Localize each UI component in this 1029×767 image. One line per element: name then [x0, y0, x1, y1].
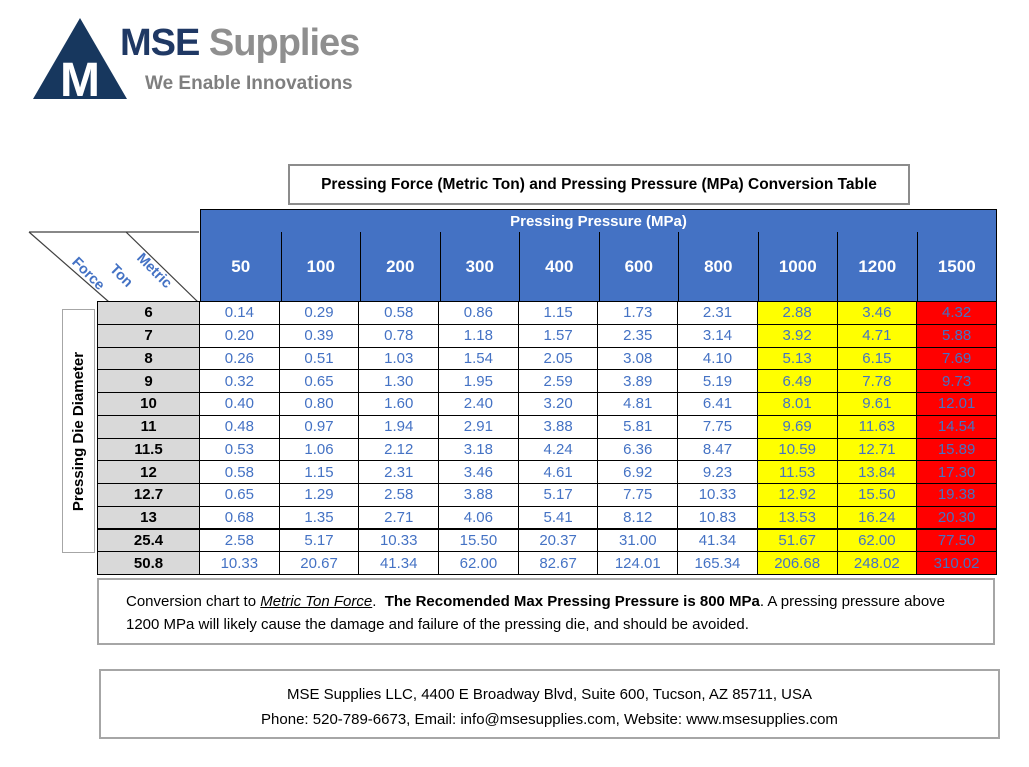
logo-monogram: M	[60, 54, 100, 99]
table-title-box	[288, 164, 910, 205]
pressure-column-header: 400	[519, 232, 599, 301]
force-value-cell: 5.17	[279, 529, 359, 552]
die-diameter-row-label: 7	[98, 324, 200, 347]
force-value-cell: 2.05	[518, 347, 598, 370]
table-row	[98, 302, 997, 325]
force-value-cell: 10.59	[757, 438, 837, 461]
force-value-cell: 0.78	[359, 324, 439, 347]
footer-contact-line: Phone: 520-789-6673, Email: info@msesupplies.com, Website: www.msesupplies.com	[261, 711, 838, 728]
pressure-column-header: 1200	[837, 232, 917, 301]
table-row	[98, 324, 997, 347]
force-value-cell: 1.54	[439, 347, 519, 370]
force-value-cell: 8.47	[678, 438, 758, 461]
force-value-cell: 0.14	[200, 302, 280, 325]
force-value-cell: 2.40	[439, 393, 519, 416]
die-diameter-row-label: 9	[98, 370, 200, 393]
table-row	[98, 461, 997, 484]
table-row	[98, 552, 997, 575]
pressure-axis-header-text: Pressing Pressure (MPa)	[510, 212, 687, 230]
note-warning-bold: The Recomended Max Pressing Pressure is 800 MPa	[384, 593, 760, 610]
force-value-cell: 248.02	[837, 552, 917, 575]
force-value-cell: 9.61	[837, 393, 917, 416]
force-value-cell: 0.58	[200, 461, 280, 484]
force-value-cell: 2.58	[359, 484, 439, 507]
force-value-cell: 165.34	[678, 552, 758, 575]
force-value-cell: 15.50	[439, 529, 519, 552]
force-value-cell: 2.35	[598, 324, 678, 347]
force-value-cell: 3.46	[439, 461, 519, 484]
force-value-cell: 4.81	[598, 393, 678, 416]
force-value-cell: 2.91	[439, 415, 519, 438]
force-value-cell: 41.34	[359, 552, 439, 575]
force-value-cell: 3.88	[439, 484, 519, 507]
force-value-cell: 4.06	[439, 506, 519, 529]
force-value-cell: 3.08	[598, 347, 678, 370]
force-value-cell: 0.39	[279, 324, 359, 347]
table-row	[98, 347, 997, 370]
table-row	[98, 393, 997, 416]
table-row	[98, 506, 997, 529]
force-value-cell: 16.24	[837, 506, 917, 529]
force-value-cell: 0.68	[200, 506, 280, 529]
force-value-cell: 8.01	[757, 393, 837, 416]
corner-label-force: Force	[68, 254, 108, 294]
force-value-cell: 2.58	[200, 529, 280, 552]
force-value-cell: 1.60	[359, 393, 439, 416]
die-diameter-row-label: 8	[98, 347, 200, 370]
force-value-cell: 10.33	[200, 552, 280, 575]
force-value-cell: 20.67	[279, 552, 359, 575]
die-diameter-row-label: 11	[98, 415, 200, 438]
force-value-cell: 206.68	[757, 552, 837, 575]
force-value-cell: 19.38	[917, 484, 997, 507]
force-value-cell: 2.88	[757, 302, 837, 325]
brand-supplies-text: Supplies	[208, 22, 360, 64]
force-value-cell: 9.69	[757, 415, 837, 438]
table-row	[98, 415, 997, 438]
force-value-cell: 7.69	[917, 347, 997, 370]
force-value-cell: 124.01	[598, 552, 678, 575]
force-value-cell: 12.92	[757, 484, 837, 507]
note-rest: . A pressing pressure above 1200 MPa will likely cause the damage and failure of the pressing die, and should be avoided.	[126, 593, 946, 633]
force-value-cell: 3.88	[518, 415, 598, 438]
brand-tagline: We Enable Innovations	[145, 73, 353, 94]
die-diameter-axis	[62, 309, 95, 553]
force-value-cell: 0.40	[200, 393, 280, 416]
force-value-cell: 2.31	[359, 461, 439, 484]
force-value-cell: 1.18	[439, 324, 519, 347]
force-value-cell: 62.00	[439, 552, 519, 575]
note-term: Metric Ton Force	[260, 593, 373, 610]
force-value-cell: 1.30	[359, 370, 439, 393]
die-diameter-row-label: 10	[98, 393, 200, 416]
mse-supplies-logo	[33, 16, 363, 106]
force-value-cell: 0.53	[200, 438, 280, 461]
note-separator: .	[372, 593, 385, 610]
die-diameter-row-label: 6	[98, 302, 200, 325]
force-value-cell: 4.24	[518, 438, 598, 461]
pressure-column-header: 800	[678, 232, 758, 301]
force-value-cell: 3.20	[518, 393, 598, 416]
force-value-cell: 0.48	[200, 415, 280, 438]
force-value-cell: 7.75	[678, 415, 758, 438]
force-value-cell: 0.97	[279, 415, 359, 438]
force-value-cell: 3.92	[757, 324, 837, 347]
force-value-cell: 15.50	[837, 484, 917, 507]
table-row	[98, 438, 997, 461]
force-value-cell: 5.13	[757, 347, 837, 370]
corner-header	[28, 228, 200, 302]
note-box	[97, 578, 995, 645]
force-value-cell: 11.53	[757, 461, 837, 484]
corner-label-ton: Ton	[106, 261, 136, 291]
force-value-cell: 4.61	[518, 461, 598, 484]
pressure-column-header: 50	[201, 232, 281, 301]
die-diameter-row-label: 12	[98, 461, 200, 484]
footer-contact-box	[99, 669, 1000, 739]
table-row	[98, 484, 997, 507]
force-value-cell: 12.71	[837, 438, 917, 461]
force-value-cell: 310.02	[917, 552, 997, 575]
force-value-cell: 9.23	[678, 461, 758, 484]
force-value-cell: 13.53	[757, 506, 837, 529]
die-diameter-row-label: 50.8	[98, 552, 200, 575]
force-value-cell: 9.73	[917, 370, 997, 393]
force-value-cell: 13.84	[837, 461, 917, 484]
force-value-cell: 20.37	[518, 529, 598, 552]
force-value-cell: 0.51	[279, 347, 359, 370]
footer-address: MSE Supplies LLC, 4400 E Broadway Blvd, Suite 600, Tucson, AZ 85711, USA	[286, 686, 813, 703]
force-value-cell: 3.14	[678, 324, 758, 347]
force-value-cell: 2.31	[678, 302, 758, 325]
force-value-cell: 7.78	[837, 370, 917, 393]
force-value-cell: 62.00	[837, 529, 917, 552]
force-value-cell: 77.50	[917, 529, 997, 552]
force-value-cell: 12.01	[917, 393, 997, 416]
force-value-cell: 82.67	[518, 552, 598, 575]
force-value-cell: 11.63	[837, 415, 917, 438]
force-value-cell: 4.71	[837, 324, 917, 347]
pressure-column-header: 600	[599, 232, 679, 301]
force-value-cell: 3.46	[837, 302, 917, 325]
force-value-cell: 1.94	[359, 415, 439, 438]
force-value-cell: 0.32	[200, 370, 280, 393]
logo-triangle-icon	[33, 18, 127, 99]
force-value-cell: 5.81	[598, 415, 678, 438]
force-value-cell: 5.88	[917, 324, 997, 347]
die-diameter-row-label: 25.4	[98, 529, 200, 552]
force-value-cell: 5.19	[678, 370, 758, 393]
force-value-cell: 3.89	[598, 370, 678, 393]
conversion-table	[97, 301, 997, 575]
force-value-cell: 0.80	[279, 393, 359, 416]
force-value-cell: 4.10	[678, 347, 758, 370]
force-value-cell: 5.41	[518, 506, 598, 529]
force-value-cell: 10.33	[359, 529, 439, 552]
force-value-cell: 51.67	[757, 529, 837, 552]
force-value-cell: 31.00	[598, 529, 678, 552]
table-row	[98, 529, 997, 552]
pressure-axis-header	[200, 209, 997, 233]
force-value-cell: 0.86	[439, 302, 519, 325]
force-value-cell: 2.59	[518, 370, 598, 393]
die-diameter-row-label: 13	[98, 506, 200, 529]
pressure-column-header: 100	[281, 232, 361, 301]
force-value-cell: 8.12	[598, 506, 678, 529]
force-value-cell: 1.06	[279, 438, 359, 461]
force-value-cell: 0.26	[200, 347, 280, 370]
force-value-cell: 7.75	[598, 484, 678, 507]
force-value-cell: 0.65	[279, 370, 359, 393]
pressure-column-header: 1500	[917, 232, 997, 301]
force-value-cell: 14.54	[917, 415, 997, 438]
force-value-cell: 10.83	[678, 506, 758, 529]
table-row	[98, 370, 997, 393]
force-value-cell: 4.32	[917, 302, 997, 325]
force-value-cell: 6.49	[757, 370, 837, 393]
pressure-column-header: 1000	[758, 232, 838, 301]
force-value-cell: 15.89	[917, 438, 997, 461]
force-value-cell: 1.15	[518, 302, 598, 325]
die-diameter-axis-label: Pressing Die Diameter	[70, 351, 87, 511]
force-value-cell: 1.15	[279, 461, 359, 484]
force-value-cell: 0.29	[279, 302, 359, 325]
brand-name	[120, 22, 359, 65]
die-diameter-row-label: 12.7	[98, 484, 200, 507]
pressure-column-header: 300	[440, 232, 520, 301]
force-value-cell: 6.15	[837, 347, 917, 370]
force-value-cell: 2.12	[359, 438, 439, 461]
force-value-cell: 10.33	[678, 484, 758, 507]
force-value-cell: 6.92	[598, 461, 678, 484]
note-prefix: Conversion chart to	[126, 593, 261, 610]
force-value-cell: 2.71	[359, 506, 439, 529]
force-value-cell: 0.65	[200, 484, 280, 507]
table-title: Pressing Force (Metric Ton) and Pressing Pressure (MPa) Conversion Table	[321, 175, 877, 193]
force-value-cell: 1.03	[359, 347, 439, 370]
force-value-cell: 1.73	[598, 302, 678, 325]
force-value-cell: 41.34	[678, 529, 758, 552]
die-diameter-row-label: 11.5	[98, 438, 200, 461]
corner-label-metric: Metric	[133, 250, 175, 292]
force-value-cell: 1.57	[518, 324, 598, 347]
force-value-cell: 20.30	[917, 506, 997, 529]
force-value-cell: 1.95	[439, 370, 519, 393]
pressure-column-headers	[200, 232, 997, 302]
force-value-cell: 1.35	[279, 506, 359, 529]
force-value-cell: 0.58	[359, 302, 439, 325]
force-value-cell: 5.17	[518, 484, 598, 507]
force-value-cell: 6.36	[598, 438, 678, 461]
force-value-cell: 0.20	[200, 324, 280, 347]
force-value-cell: 6.41	[678, 393, 758, 416]
force-value-cell: 1.29	[279, 484, 359, 507]
brand-mse-text: MSE	[120, 22, 200, 64]
force-value-cell: 17.30	[917, 461, 997, 484]
force-value-cell: 3.18	[439, 438, 519, 461]
pressure-column-header: 200	[360, 232, 440, 301]
